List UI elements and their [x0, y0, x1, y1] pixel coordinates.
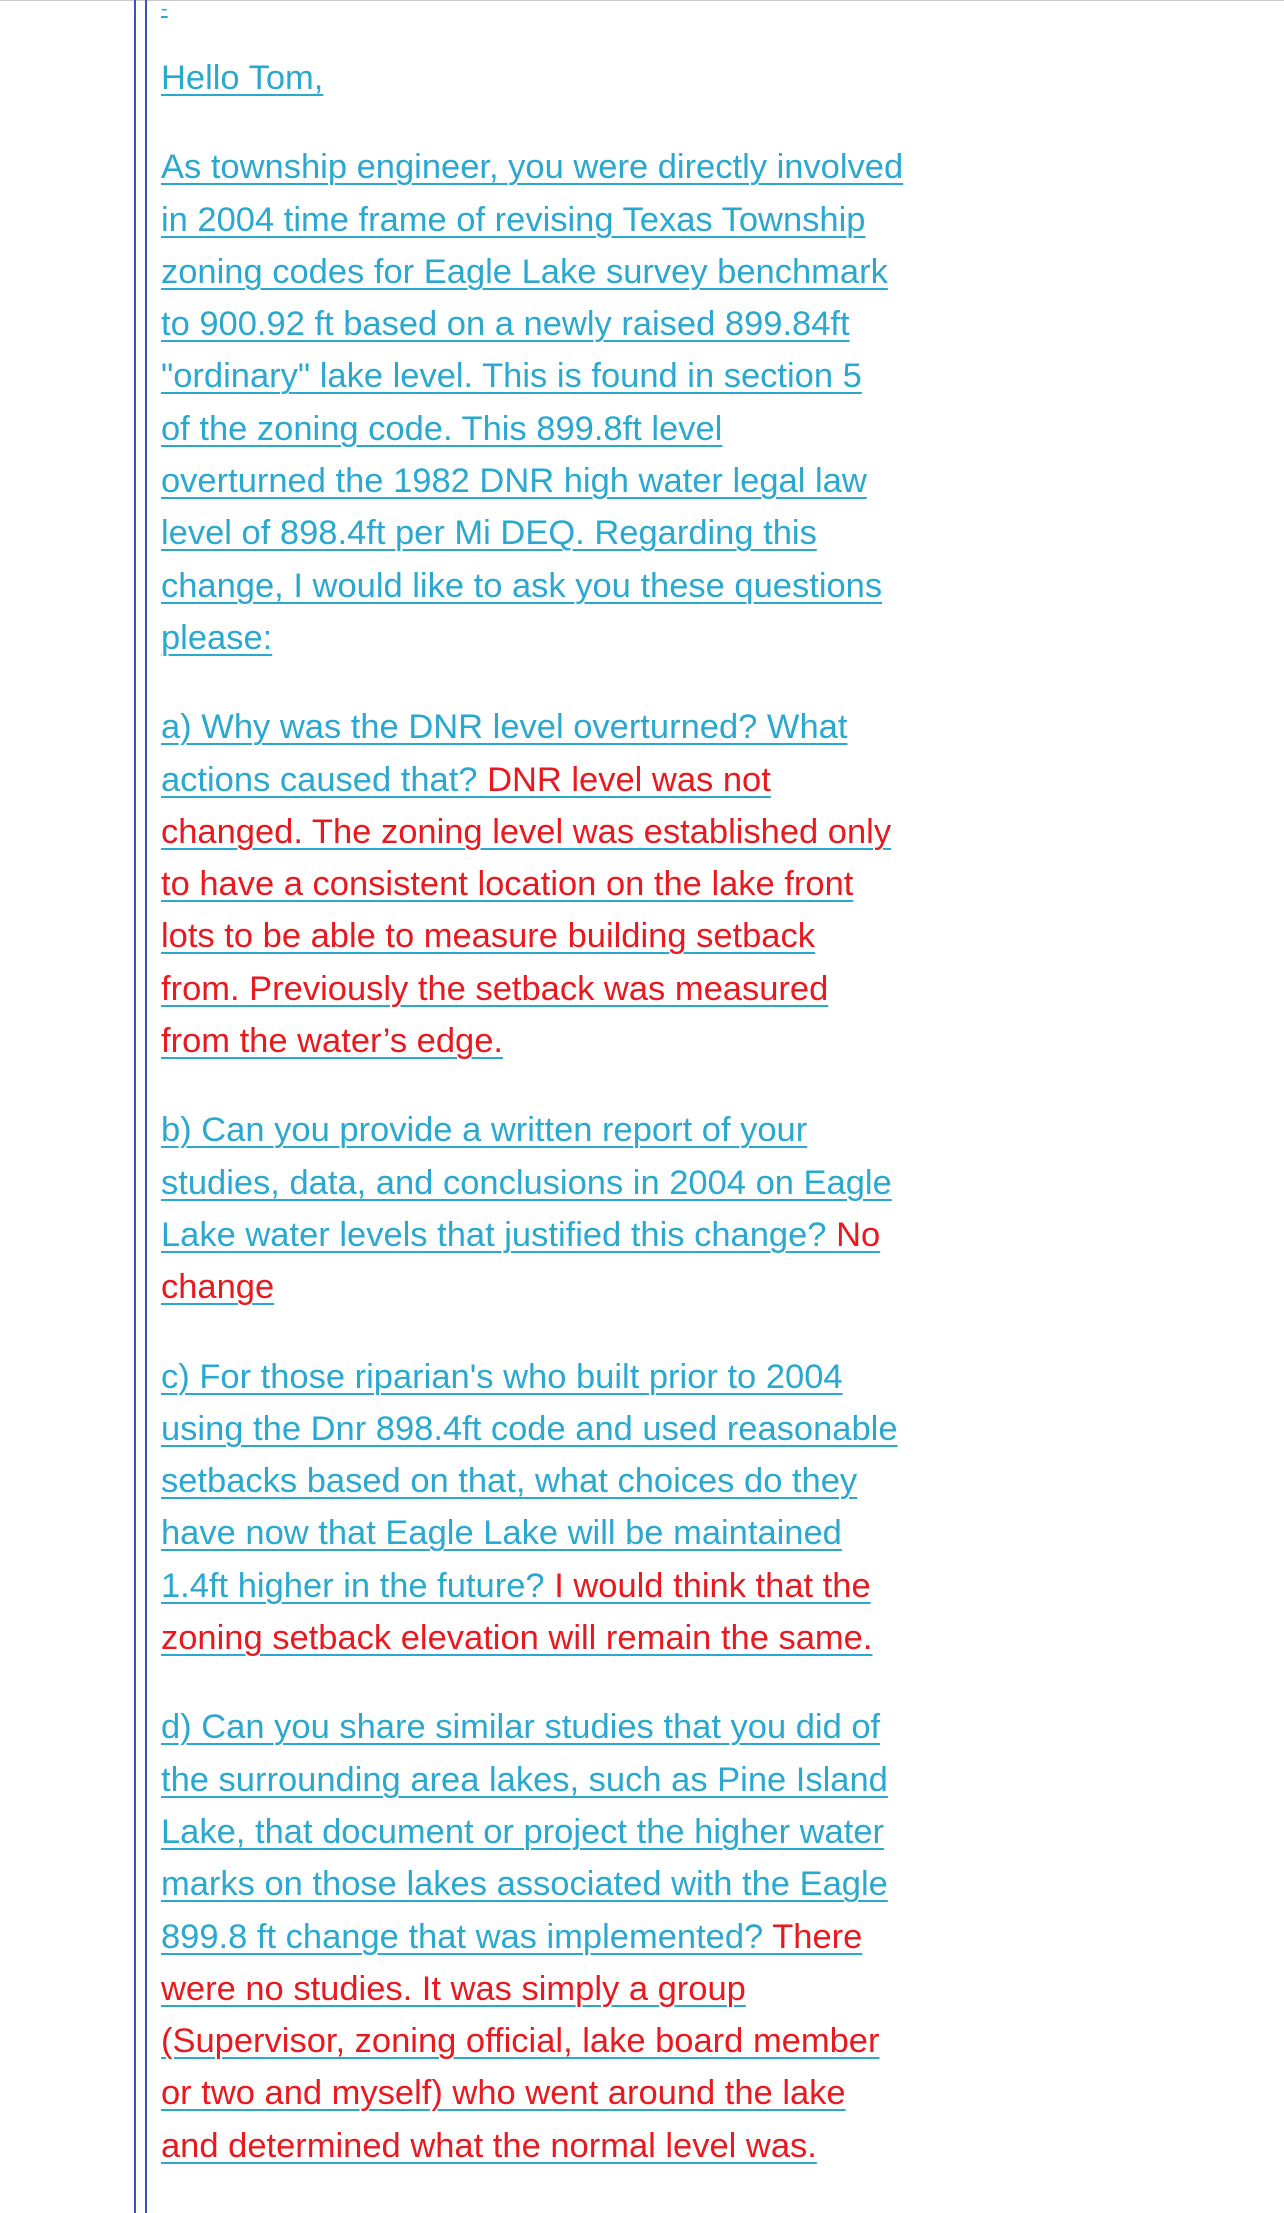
question-d-mixed-line — [161, 1911, 991, 1963]
question-d — [161, 1701, 991, 2172]
question-d-line: the surrounding area lakes, such as Pine Island — [161, 1760, 888, 1799]
question-c — [161, 1351, 991, 1665]
quote-bar-outer — [134, 0, 136, 2213]
answer-a-text: DNR level was not — [487, 760, 771, 799]
question-c-line: setbacks based on that, what choices do they — [161, 1462, 858, 1501]
intro-line: As township engineer, you were directly involved — [161, 148, 904, 187]
question-c-line: c) For those riparian's who built prior to 2004 — [161, 1357, 843, 1396]
answer-c-text: I would think that the — [554, 1566, 871, 1605]
answer-d-line: (Supervisor, zoning official, lake board member — [161, 2022, 880, 2061]
question-a-line: a) Why was the DNR level overturned? What — [161, 708, 848, 747]
answer-d-line: and determined what the normal level was. — [161, 2126, 817, 2165]
quoted-dash: - — [161, 0, 168, 20]
answer-a-line: from. Previously the setback was measured — [161, 969, 829, 1008]
intro-line: in 2004 time frame of revising Texas Township — [161, 200, 866, 239]
intro-line: of the zoning code. This 899.8ft level — [161, 409, 723, 448]
intro-line: "ordinary" lake level. This is found in section 5 — [161, 357, 862, 396]
email-body[interactable] — [161, 52, 991, 2209]
top-divider — [0, 0, 1284, 1]
intro-paragraph — [161, 141, 991, 664]
intro-line: zoning codes for Eagle Lake survey benchmark — [161, 252, 888, 291]
answer-c-line: zoning setback elevation will remain the same. — [161, 1619, 873, 1658]
answer-a-line: from the water’s edge. — [161, 1022, 503, 1061]
answer-a-line: lots to be able to measure building setback — [161, 917, 815, 956]
question-c-line: have now that Eagle Lake will be maintained — [161, 1514, 842, 1553]
answer-b-text: No — [836, 1215, 881, 1254]
answer-d-line: were no studies. It was simply a group — [161, 1969, 746, 2008]
answer-d-text: There — [772, 1917, 863, 1956]
quote-bar-inner — [145, 0, 147, 2213]
question-a-text: actions caused that? — [161, 760, 478, 799]
answer-d-line: or two and myself) who went around the lake — [161, 2074, 846, 2113]
question-b — [161, 1104, 991, 1313]
question-d-line: d) Can you share similar studies that you did of — [161, 1708, 881, 1747]
question-b-mixed-line — [161, 1209, 991, 1261]
intro-line: please: — [161, 618, 273, 657]
greeting — [161, 52, 991, 104]
question-b-line: b) Can you provide a written report of your — [161, 1111, 808, 1150]
intro-line: to 900.92 ft based on a newly raised 899.84ft — [161, 305, 850, 344]
question-b-line: studies, data, and conclusions in 2004 on Eagle — [161, 1163, 892, 1202]
question-d-line: marks on those lakes associated with the Eagle — [161, 1865, 888, 1904]
question-a — [161, 701, 991, 1067]
question-d-text: 899.8 ft change that was implemented? — [161, 1917, 764, 1956]
question-b-text: Lake water levels that justified this change? — [161, 1215, 827, 1254]
question-c-mixed-line — [161, 1560, 991, 1612]
question-a-mixed-line — [161, 754, 991, 806]
answer-a-line: changed. The zoning level was established only — [161, 812, 892, 851]
intro-line: overturned the 1982 DNR high water legal law — [161, 462, 867, 501]
question-c-line: using the Dnr 898.4ft code and used reasonable — [161, 1409, 898, 1448]
greeting-text: Hello Tom, — [161, 59, 324, 97]
answer-a-line: to have a consistent location on the lake front — [161, 865, 854, 904]
question-d-line: Lake, that document or project the higher water — [161, 1812, 885, 1851]
answer-b-line: change — [161, 1268, 275, 1307]
intro-line: change, I would like to ask you these questions — [161, 566, 883, 605]
intro-line: level of 898.4ft per Mi DEQ. Regarding this — [161, 514, 817, 553]
question-c-text: 1.4ft higher in the future? — [161, 1566, 545, 1605]
